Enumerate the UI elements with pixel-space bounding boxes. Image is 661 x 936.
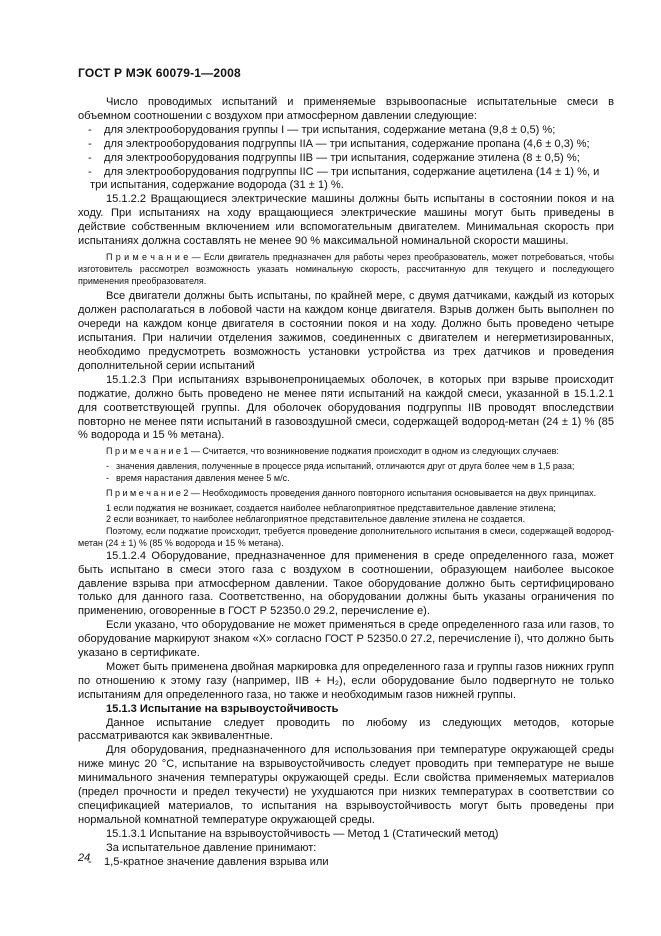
- paragraph: Данное испытание следует проводить по любому из следующих методов, которые рассматриваются как эквивалентные.: [78, 716, 614, 743]
- note: [78, 252, 614, 287]
- paragraph: Для оборудования, предназначенного для использования при температуре окружающей среды ниже минус 20 °С, испытание на взрывоустойчивость следует проводить при температуре не выше минимального значения температуры окружающей среды. Если свойства применяемых материалов (предел прочности и предел текучести) не ухудшаются при низких температурах в соответствии со спецификацией материалов, то испытания на взрывоустойчивость могут быть проведены при нормальной комнатной температуре окружающей среды.: [78, 744, 614, 826]
- page-number: 24: [78, 852, 91, 864]
- paragraph: 15.1.2.4 Оборудование, предназначенное для применения в среде определенного газа, может быть испытано в смеси этого газа с воздухом в соотношении, образующем наиболее высокое давление взрыва при атмосферном давлении. Такое оборудование должно быть сертифицировано только для данного газа. Соответственно, на оборудовании должны быть указаны ограничения по применению, оговоренные в ГОСТ Р 52350.0 29.2, перечисление е).: [78, 549, 614, 618]
- note: [78, 488, 614, 500]
- note-list-item: - время нарастания давления менее 5 м/с.: [78, 473, 614, 485]
- note-text: 2 — Необходимость проведения данного повторного испытания основывается на двух принципах.: [180, 487, 597, 498]
- list-item: - 1,5-кратное значение давления взрыва или: [78, 856, 614, 870]
- paragraph: За испытательное давление принимают:: [106, 841, 317, 854]
- note-text: — Если двигатель предназначен для работы через преобразователь, может потребоваться, чтобы изготовитель рассмотрел возможность указать номинальную скорость, рассчитанную для текущего и последующего применения преобразователя.: [78, 251, 614, 286]
- paragraph: 15.1.2.3 При испытаниях взрывонепроницаемых оболочек, в которых при взрыве происходит поджатие, должно быть проведено не менее пяти испытаний на каждой смеси, указанной в 15.1.2.1 для соответствующей группы. Для оболочек оборудования подгруппы IIB проводят впоследствии повторно не менее пяти испытаний в газовоздушной смеси, содержащей водород-метан (24 ± 1) % (85 % водорода и 15 % метана).: [78, 373, 614, 442]
- note-text: 1 — Считается, что возникновение поджатия происходит в одном из следующих случаев:: [180, 446, 559, 457]
- paragraph: 15.1.2.2 Вращающиеся электрические машины должны быть испытаны в состоянии покоя и на ходу. При испытаниях на ходу вращающиеся электрические машины могут быть приведены в действие собственным включением или вспомогательным двигателем. Минимальная скорость при испытаниях должна составлять не менее 90 % максимальной номинальной скорости машины.: [78, 193, 614, 248]
- paragraph: Может быть применена двойная маркировка для определенного газа и группы газов нижних групп по отношению к этому газу (например, IIB + H₂), если оборудование было подвергнуто не только испытаниям для определенного газа, но также и необходимым газов нижней группы.: [78, 660, 614, 701]
- document-body: [78, 96, 614, 870]
- paragraph: 15.1.3.1 Испытание на взрывоустойчивость — Метод 1 (Статический метод): [106, 827, 499, 840]
- section-heading: 15.1.3 Испытание на взрывоустойчивость: [106, 702, 339, 715]
- paragraph: Если указано, что оборудование не может применяться в среде определенного газа или газов, то оборудование маркируют знаком «X» согласно ГОСТ Р 52350.0 27.2, перечисление i), что должно быть указано в сертификате.: [78, 619, 614, 660]
- list-item: - для электрооборудования подгруппы IIB — три испытания, содержание этилена (8 ± 0,5) %;: [78, 152, 614, 166]
- list-item: - для электрооборудования подгруппы IIC — три испытания, содержание ацетилена (14 ± 1) %, и три испытания, содержание водорода (31 ± 1) %.: [78, 166, 614, 194]
- list-item: - для электрооборудования группы I — три испытания, содержание метана (9,8 ± 0,5) %;: [78, 124, 614, 138]
- document-header: ГОСТ Р МЭК 60079-1—2008: [78, 66, 241, 80]
- note: [78, 446, 614, 458]
- note-paragraph: 1 если поджатия не возникает, создается наиболее неблагоприятное представительное давление этилена;: [106, 502, 556, 513]
- list-item: - для электрооборудования подгруппы IIA — три испытания, содержание пропана (4,6 ± 0,3) %;: [78, 138, 614, 152]
- note-label: П р и м е ч а н и е: [106, 487, 181, 498]
- note-list-item: - значения давления, полученные в процессе ряда испытаний, отличаются друг от друга более чем в 1,5 раза;: [78, 461, 614, 473]
- note-paragraph: 2 если возникает, то наиболее неблагоприятное представительное давление этилена не создается.: [106, 514, 526, 525]
- note-label: П р и м е ч а н и е: [106, 251, 189, 262]
- paragraph: Все двигатели должны быть испытаны, по крайней мере, с двумя датчиками, каждый из которых должен располагаться в лобовой части на каждом конце двигателя. Взрыв должен быть выполнен по очереди на каждом конце двигателя в состоянии покоя и на ходу. Должно быть проведено четыре испытания. При наличии отделения зажимов, соединенных с двигателем и негерметизированных, необходимо предусмотреть возможность установки устройства из трех датчиков и проведения дополнительной серии испытаний: [78, 290, 614, 372]
- paragraph: Число проводимых испытаний и применяемые взрывоопасные испытательные смеси в объемном соотношении с воздухом при атмосферном давлении следующие:: [78, 96, 614, 122]
- note-paragraph: Поэтому, если поджатие происходит, требуется проведение дополнительного испытания в смеси, содержащей водород-метан (24 ± 1) % (85 % водорода и 15 % метана).: [78, 526, 614, 548]
- note-label: П р и м е ч а н и е: [106, 446, 181, 457]
